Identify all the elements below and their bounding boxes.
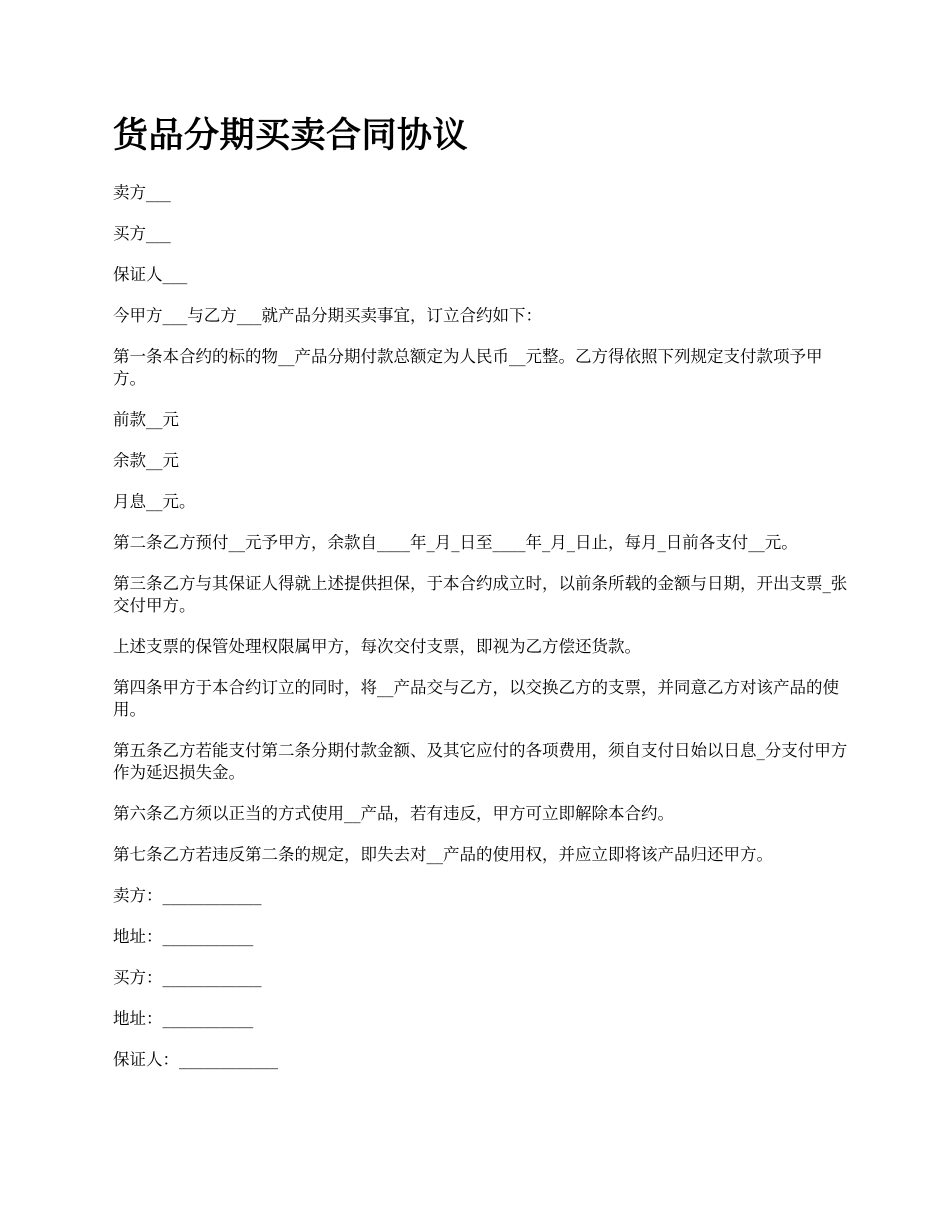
preamble: 今甲方___与乙方___就产品分期买卖事宜，订立合约如下：	[113, 306, 542, 325]
guarantor-line: 保证人___	[113, 265, 188, 284]
article-3: 第三条乙方与其保证人得就上述提供担保，于本合约成立时，以前条所载的金额与日期，开出支票_张交付甲方。	[113, 574, 848, 615]
article-2: 第二条乙方预付__元予甲方，余款自____年_月_日至____年_月_日止，每月_日前各支付__元。	[113, 533, 798, 552]
article-5: 第五条乙方若能支付第二条分期付款金额、及其它应付的各项费用，须自支付日始以日息_分支付甲方作为延迟损失金。	[113, 741, 848, 782]
buyer-signature-line: 买方：____________	[113, 968, 262, 987]
article-7: 第七条乙方若违反第二条的规定，即失去对__产品的使用权，并应立即将该产品归还甲方。	[113, 845, 773, 864]
article-6: 第六条乙方须以正当的方式使用__产品，若有违反，甲方可立即解除本合约。	[113, 804, 674, 823]
guarantor-signature-line: 保证人：____________	[113, 1050, 278, 1069]
buyer-address-line: 地址：___________	[113, 1009, 254, 1028]
monthly-interest-line: 月息__元。	[113, 492, 196, 511]
document-title: 货品分期买卖合同协议	[113, 116, 469, 156]
buyer-line: 买方___	[113, 224, 171, 243]
article-1: 第一条本合约的标的物__产品分期付款总额定为人民币__元整。乙方得依照下列规定支付款项予甲方。	[113, 347, 823, 388]
seller-signature-line: 卖方：____________	[113, 886, 262, 905]
article-4: 第四条甲方于本合约订立的同时，将__产品交与乙方，以交换乙方的支票，并同意乙方对该产品的使用。	[113, 678, 839, 719]
document-page	[113, 112, 853, 1090]
seller-address-line: 地址：___________	[113, 927, 254, 946]
balance-line: 余款__元	[113, 451, 179, 470]
cheque-custody-clause: 上述支票的保管处理权限属甲方，每次交付支票，即视为乙方偿还货款。	[113, 637, 641, 656]
seller-line: 卖方___	[113, 183, 171, 202]
down-payment-line: 前款__元	[113, 410, 179, 429]
